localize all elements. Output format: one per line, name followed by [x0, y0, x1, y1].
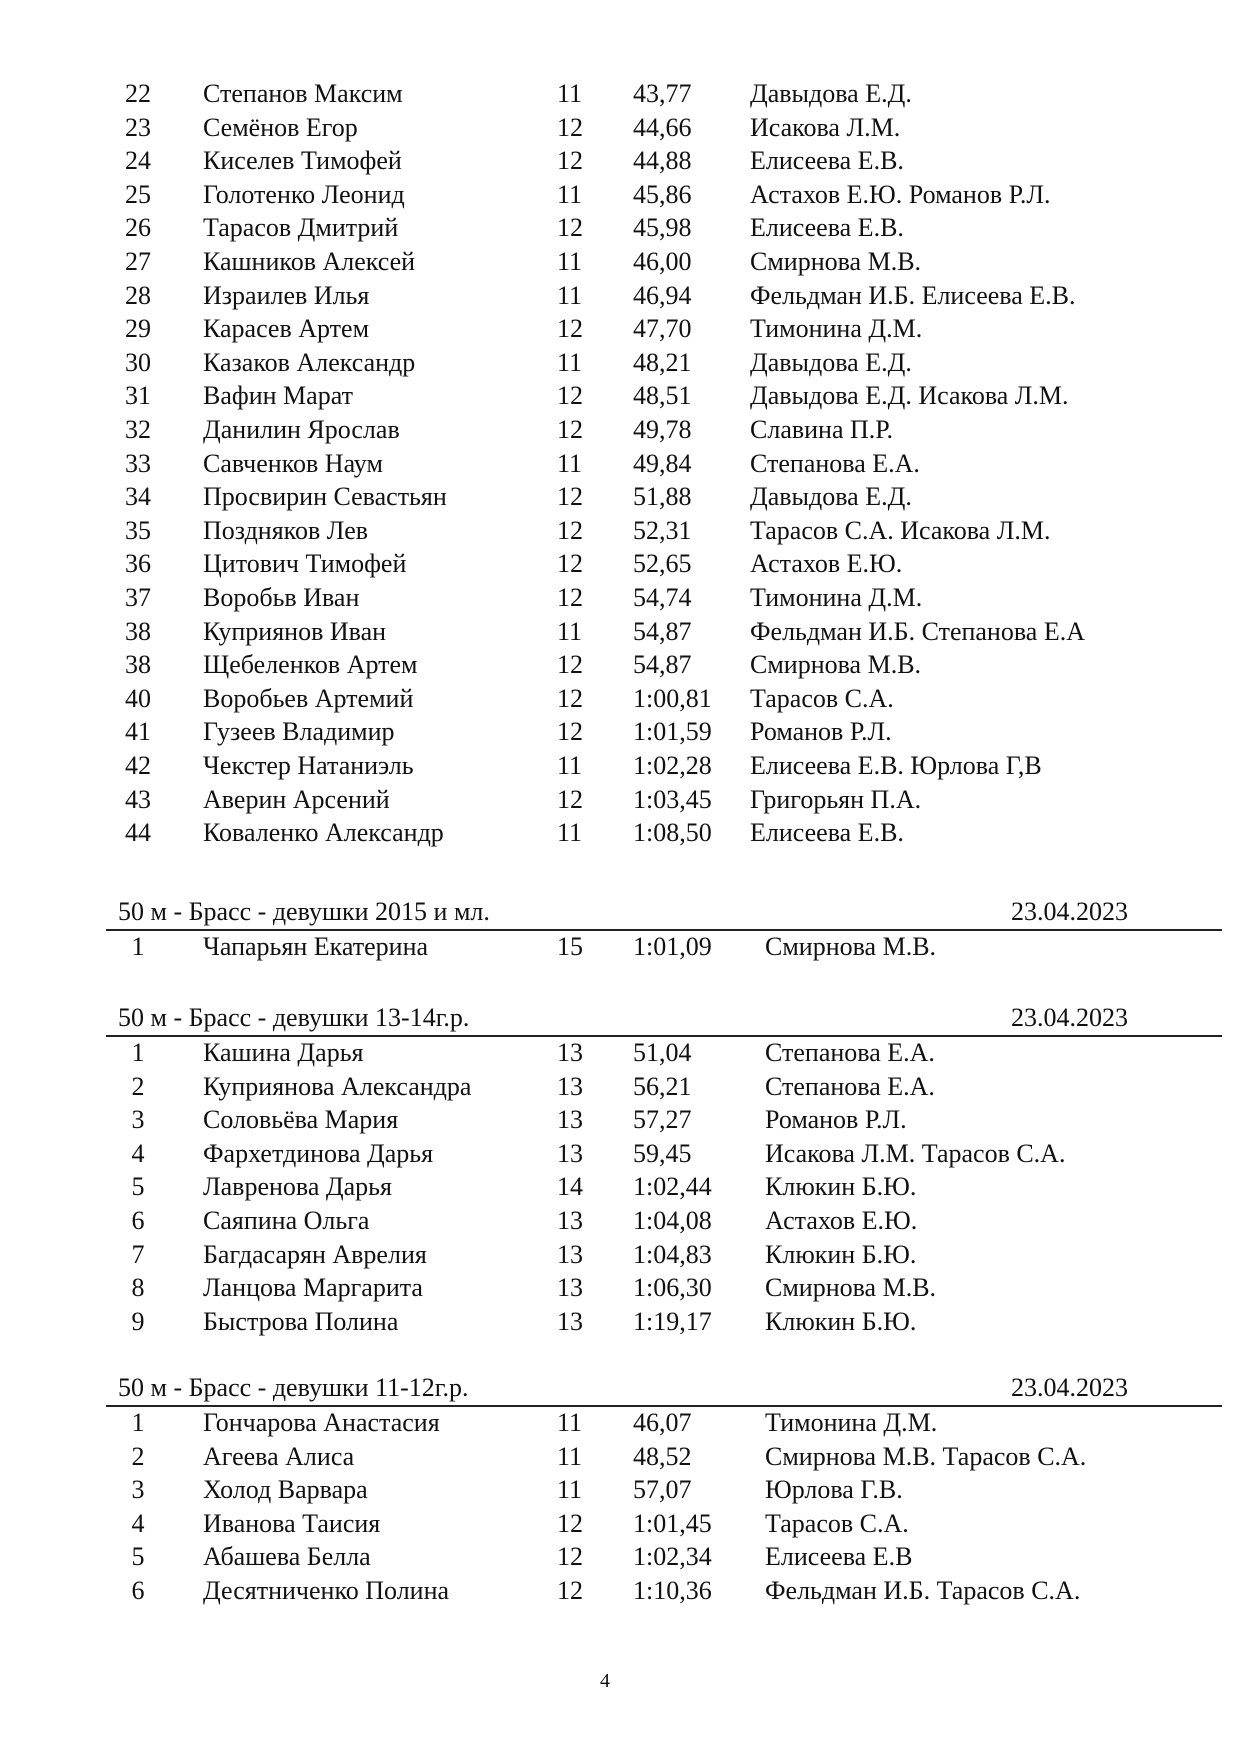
time-cell: 1:08,50 [633, 818, 712, 848]
coach-cell: Тарасов С.А. [750, 683, 894, 713]
place-cell: 2 [131, 1071, 145, 1101]
time-cell: 57,07 [633, 1475, 692, 1505]
place-cell: 28 [125, 280, 151, 310]
place-cell: 29 [125, 314, 151, 344]
athlete-name: Коваленко Александр [203, 818, 444, 848]
place-cell: 1 [131, 1408, 145, 1437]
age-cell: 12 [557, 549, 583, 579]
coach-cell: Степанова Е.А. [750, 448, 920, 478]
result-row [0, 1473, 1241, 1507]
coach-cell: Исакова Л.М. [750, 112, 901, 142]
time-cell: 56,21 [633, 1071, 692, 1101]
time-cell: 51,88 [633, 482, 692, 512]
coach-cell: Фельдман И.Б. Тарасов С.А. [765, 1576, 1081, 1605]
result-row [0, 379, 1241, 413]
coach-cell: Елисеева Е.В [765, 1542, 913, 1572]
athlete-name: Гончарова Анастасия [203, 1408, 440, 1437]
place-cell: 34 [125, 482, 151, 512]
coach-cell: Давыдова Е.Д. [750, 482, 912, 512]
time-cell: 47,70 [633, 314, 692, 344]
coach-cell: Славина П.Р. [750, 415, 893, 444]
time-cell: 44,88 [633, 146, 692, 176]
section-header [0, 1371, 1241, 1405]
time-cell: 45,86 [633, 179, 692, 209]
result-row [0, 1540, 1241, 1574]
time-cell: 54,87 [633, 650, 692, 680]
time-cell: 46,00 [633, 247, 692, 276]
age-cell: 11 [557, 247, 583, 276]
age-cell: 11 [557, 1408, 583, 1437]
result-row [0, 514, 1241, 548]
age-cell: 12 [557, 717, 583, 747]
result-row [0, 1440, 1241, 1474]
time-cell: 1:01,59 [633, 717, 712, 747]
age-cell: 11 [557, 280, 583, 310]
athlete-name: Куприянов Иван [203, 616, 387, 646]
age-cell: 15 [557, 932, 583, 961]
result-row [0, 279, 1241, 313]
result-row [0, 749, 1241, 783]
time-cell: 1:02,34 [633, 1542, 712, 1572]
time-cell: 46,07 [633, 1408, 692, 1437]
athlete-name: Аверин Арсений [203, 784, 390, 814]
result-row [0, 1271, 1241, 1305]
athlete-name: Воробьв Иван [203, 583, 360, 612]
coach-cell: Степанова Е.А. [765, 1071, 935, 1101]
result-row [0, 1406, 1241, 1440]
result-row [0, 1238, 1241, 1272]
result-row [0, 144, 1241, 178]
place-cell: 24 [125, 146, 151, 176]
place-cell: 22 [125, 79, 151, 108]
age-cell: 11 [557, 179, 583, 209]
age-cell: 12 [557, 146, 583, 176]
coach-cell: Тимонина Д.М. [765, 1408, 938, 1437]
result-row [0, 816, 1241, 850]
place-cell: 3 [131, 1475, 145, 1505]
section-date: 23.04.2023 [1011, 1003, 1128, 1032]
result-row [0, 783, 1241, 817]
time-cell: 1:06,30 [633, 1273, 712, 1303]
age-cell: 13 [557, 1206, 583, 1235]
coach-cell: Романов Р.Л. [750, 717, 892, 747]
result-row [0, 111, 1241, 145]
coach-cell: Астахов Е.Ю. [750, 549, 903, 579]
result-row [0, 245, 1241, 279]
coach-cell: Смирнова М.В. [750, 650, 922, 680]
coach-cell: Давыдова Е.Д. Исакова Л.М. [750, 381, 1069, 411]
result-row [0, 1170, 1241, 1204]
athlete-name: Абашева Белла [203, 1542, 371, 1572]
athlete-name: Степанов Максим [203, 79, 403, 108]
coach-cell: Романов Р.Л. [765, 1105, 907, 1135]
place-cell: 27 [125, 247, 151, 276]
coach-cell: Давыдова Е.Д. [750, 347, 912, 377]
time-cell: 1:02,28 [633, 751, 712, 780]
place-cell: 37 [125, 583, 151, 612]
age-cell: 12 [557, 213, 583, 243]
time-cell: 49,78 [633, 415, 692, 444]
section-header [0, 895, 1241, 929]
time-cell: 48,52 [633, 1441, 692, 1471]
age-cell: 12 [557, 650, 583, 680]
athlete-name: Голотенко Леонид [203, 179, 405, 209]
time-cell: 54,87 [633, 616, 692, 646]
result-row [0, 1103, 1241, 1137]
age-cell: 11 [557, 1441, 583, 1471]
result-row [0, 1305, 1241, 1339]
athlete-name: Щебеленков Артем [203, 650, 418, 680]
age-cell: 12 [557, 1576, 583, 1605]
coach-cell: Смирнова М.В. [750, 247, 922, 276]
result-row [0, 648, 1241, 682]
time-cell: 48,51 [633, 381, 692, 411]
time-cell: 54,74 [633, 583, 692, 612]
result-row [0, 547, 1241, 581]
coach-cell: Астахов Е.Ю. [765, 1206, 918, 1235]
result-row [0, 615, 1241, 649]
time-cell: 1:01,09 [633, 932, 712, 961]
age-cell: 11 [557, 751, 583, 780]
age-cell: 12 [557, 415, 583, 444]
athlete-name: Куприянова Александра [203, 1071, 472, 1101]
place-cell: 41 [125, 717, 151, 747]
place-cell: 8 [131, 1273, 145, 1303]
coach-cell: Тарасов С.А. [765, 1508, 909, 1538]
athlete-name: Агеева Алиса [203, 1441, 355, 1471]
athlete-name: Карасев Артем [203, 314, 370, 344]
result-row [0, 1204, 1241, 1238]
athlete-name: Кашина Дарья [203, 1038, 364, 1067]
time-cell: 1:04,83 [633, 1239, 712, 1269]
age-cell: 13 [557, 1071, 583, 1101]
page-number: 4 [600, 1670, 610, 1692]
age-cell: 11 [557, 347, 583, 377]
coach-cell: Клюкин Б.Ю. [765, 1306, 917, 1336]
place-cell: 1 [131, 932, 145, 961]
athlete-name: Цитович Тимофей [203, 549, 407, 579]
place-cell: 3 [131, 1105, 145, 1135]
place-cell: 33 [125, 448, 151, 478]
age-cell: 11 [557, 818, 583, 848]
age-cell: 14 [557, 1172, 583, 1202]
time-cell: 59,45 [633, 1138, 692, 1168]
result-row [0, 1036, 1241, 1070]
athlete-name: Поздняков Лев [203, 515, 369, 545]
age-cell: 12 [557, 381, 583, 411]
coach-cell: Юрлова Г.В. [765, 1475, 903, 1505]
time-cell: 45,98 [633, 213, 692, 243]
time-cell: 1:02,44 [633, 1172, 712, 1202]
place-cell: 43 [125, 784, 151, 814]
place-cell: 9 [131, 1306, 145, 1336]
place-cell: 32 [125, 415, 151, 444]
section-title: 50 м - Брасс - девушки 2015 и мл. [118, 897, 490, 926]
coach-cell: Тимонина Д.М. [750, 314, 923, 344]
place-cell: 31 [125, 381, 151, 411]
athlete-name: Холод Варвара [203, 1475, 368, 1505]
place-cell: 26 [125, 213, 151, 243]
athlete-name: Лавренова Дарья [203, 1172, 392, 1202]
result-row [0, 211, 1241, 245]
result-row [0, 1574, 1241, 1608]
age-cell: 13 [557, 1138, 583, 1168]
place-cell: 6 [131, 1206, 145, 1235]
time-cell: 44,66 [633, 112, 692, 142]
athlete-name: Багдасарян Аврелия [203, 1239, 427, 1269]
athlete-name: Савченков Наум [203, 448, 383, 478]
time-cell: 57,27 [633, 1105, 692, 1135]
age-cell: 13 [557, 1239, 583, 1269]
athlete-name: Саяпина Ольга [203, 1206, 370, 1235]
coach-cell: Смирнова М.В. Тарасов С.А. [765, 1441, 1087, 1471]
time-cell: 51,04 [633, 1038, 692, 1067]
age-cell: 12 [557, 515, 583, 545]
result-row [0, 1070, 1241, 1104]
age-cell: 11 [557, 616, 583, 646]
athlete-name: Воробьев Артемий [203, 683, 414, 713]
athlete-name: Гузеев Владимир [203, 717, 395, 747]
place-cell: 25 [125, 179, 151, 209]
time-cell: 1:04,08 [633, 1206, 712, 1235]
result-row [0, 413, 1241, 447]
coach-cell: Елисеева Е.В. [750, 818, 904, 848]
result-row [0, 77, 1241, 111]
place-cell: 1 [131, 1038, 145, 1067]
place-cell: 44 [125, 818, 151, 848]
age-cell: 11 [557, 1475, 583, 1505]
place-cell: 7 [131, 1239, 145, 1269]
place-cell: 5 [131, 1542, 145, 1572]
time-cell: 1:10,36 [633, 1576, 712, 1605]
athlete-name: Вафин Марат [203, 381, 353, 411]
coach-cell: Исакова Л.М. Тарасов С.А. [765, 1138, 1066, 1168]
place-cell: 42 [125, 751, 151, 780]
coach-cell: Давыдова Е.Д. [750, 79, 912, 108]
time-cell: 43,77 [633, 79, 692, 108]
coach-cell: Фельдман И.Б. Степанова Е.А [750, 616, 1085, 646]
coach-cell: Тимонина Д.М. [750, 583, 923, 612]
place-cell: 23 [125, 112, 151, 142]
age-cell: 11 [557, 79, 583, 108]
age-cell: 12 [557, 1508, 583, 1538]
age-cell: 12 [557, 683, 583, 713]
age-cell: 12 [557, 784, 583, 814]
result-row [0, 312, 1241, 346]
athlete-name: Семёнов Егор [203, 112, 358, 142]
result-row [0, 447, 1241, 481]
time-cell: 1:00,81 [633, 683, 712, 713]
coach-cell: Клюкин Б.Ю. [765, 1239, 917, 1269]
section-title: 50 м - Брасс - девушки 11-12г.р. [118, 1373, 469, 1402]
athlete-name: Ланцова Маргарита [203, 1273, 423, 1303]
age-cell: 12 [557, 112, 583, 142]
result-row [0, 930, 1241, 964]
time-cell: 52,65 [633, 549, 692, 579]
time-cell: 49,84 [633, 448, 692, 478]
age-cell: 11 [557, 448, 583, 478]
section-title: 50 м - Брасс - девушки 13-14г.р. [118, 1003, 470, 1032]
place-cell: 38 [125, 616, 151, 646]
coach-cell: Елисеева Е.В. [750, 146, 904, 176]
athlete-name: Казаков Александр [203, 347, 416, 377]
athlete-name: Чекстер Натаниэль [203, 751, 414, 780]
athlete-name: Данилин Ярослав [203, 415, 400, 444]
athlete-name: Израилев Илья [203, 280, 370, 310]
time-cell: 1:03,45 [633, 784, 712, 814]
section-header [0, 1001, 1241, 1035]
place-cell: 35 [125, 515, 151, 545]
age-cell: 13 [557, 1273, 583, 1303]
athlete-name: Просвирин Севастьян [203, 482, 447, 512]
result-row [0, 1137, 1241, 1171]
place-cell: 5 [131, 1172, 145, 1202]
time-cell: 1:01,45 [633, 1508, 712, 1538]
place-cell: 2 [131, 1441, 145, 1471]
coach-cell: Фельдман И.Б. Елисеева Е.В. [750, 280, 1076, 310]
result-row [0, 715, 1241, 749]
place-cell: 40 [125, 683, 151, 713]
time-cell: 48,21 [633, 347, 692, 377]
coach-cell: Григорьян П.А. [750, 784, 922, 814]
coach-cell: Смирнова М.В. [765, 1273, 937, 1303]
age-cell: 13 [557, 1105, 583, 1135]
place-cell: 4 [131, 1138, 145, 1168]
result-row [0, 1507, 1241, 1541]
athlete-name: Быстрова Полина [203, 1306, 399, 1336]
place-cell: 4 [131, 1508, 145, 1538]
result-row [0, 581, 1241, 615]
coach-cell: Елисеева Е.В. [750, 213, 904, 243]
athlete-name: Киселев Тимофей [203, 146, 402, 176]
time-cell: 1:19,17 [633, 1306, 712, 1336]
place-cell: 30 [125, 347, 151, 377]
coach-cell: Смирнова М.В. [765, 932, 937, 961]
athlete-name: Соловьёва Мария [203, 1105, 399, 1135]
result-row [0, 178, 1241, 212]
coach-cell: Елисеева Е.В. Юрлова Г,В [750, 751, 1042, 780]
athlete-name: Фархетдинова Дарья [203, 1138, 434, 1168]
place-cell: 38 [125, 650, 151, 680]
age-cell: 12 [557, 482, 583, 512]
athlete-name: Тарасов Дмитрий [203, 213, 399, 243]
time-cell: 52,31 [633, 515, 692, 545]
time-cell: 46,94 [633, 280, 692, 310]
section-date: 23.04.2023 [1011, 1373, 1128, 1402]
athlete-name: Десятниченко Полина [203, 1576, 450, 1605]
coach-cell: Астахов Е.Ю. Романов Р.Л. [750, 179, 1051, 209]
age-cell: 12 [557, 314, 583, 344]
age-cell: 12 [557, 583, 583, 612]
result-row [0, 480, 1241, 514]
athlete-name: Кашников Алексей [203, 247, 416, 276]
coach-cell: Тарасов С.А. Исакова Л.М. [750, 515, 1051, 545]
age-cell: 12 [557, 1542, 583, 1572]
coach-cell: Степанова Е.А. [765, 1038, 935, 1067]
coach-cell: Клюкин Б.Ю. [765, 1172, 917, 1202]
place-cell: 36 [125, 549, 151, 579]
place-cell: 6 [131, 1576, 145, 1605]
athlete-name: Иванова Таисия [203, 1508, 381, 1538]
section-date: 23.04.2023 [1011, 897, 1128, 926]
age-cell: 13 [557, 1038, 583, 1067]
age-cell: 13 [557, 1306, 583, 1336]
athlete-name: Чапарьян Екатерина [203, 932, 429, 961]
result-row [0, 682, 1241, 716]
result-row [0, 346, 1241, 380]
